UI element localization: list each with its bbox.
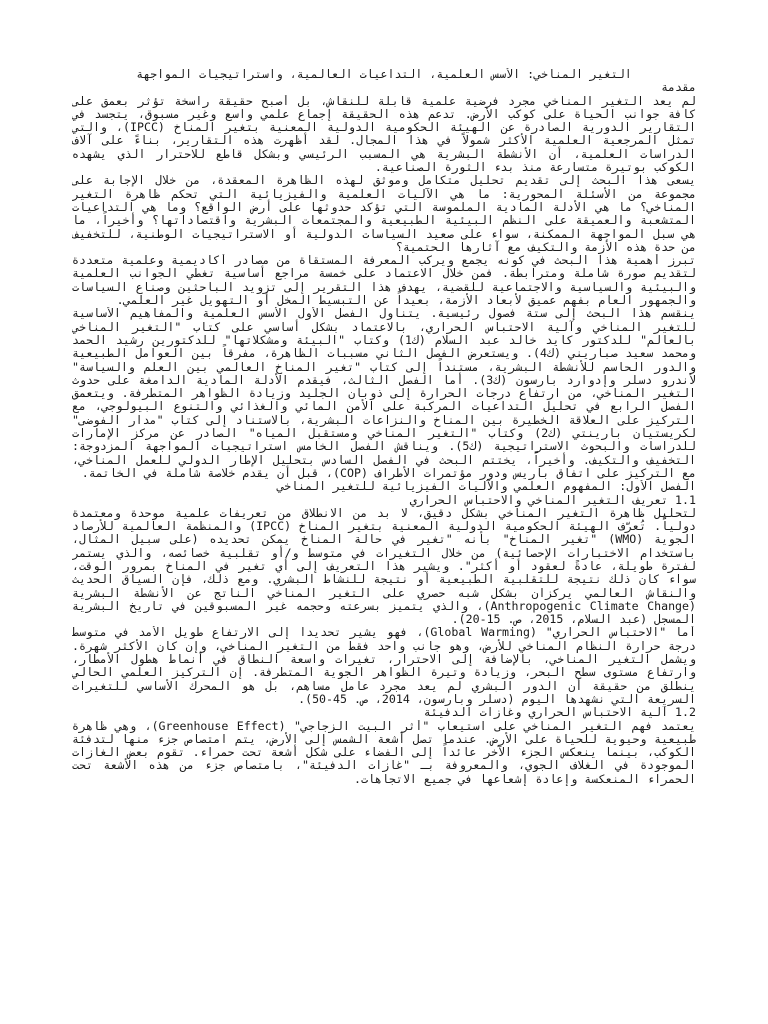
chapter-1-heading: الفصل الأول: المفهوم العلمي والآليات الفيزيائية للتغير المناخي [277, 480, 696, 494]
section-1-1-heading: 1.1 تعريف التغير المناخي والاحتباس الحراري [409, 493, 696, 507]
section-1-1-paragraph-2: أما "الاحتباس الحراري" (Global Warming)، فهو يشير تحديداً إلى الارتفاع طويل الأمد في متوسط درجة حرارة النظام المناخي للأرض، وهو جانب واحد فقط من التغير المناخي، وإن كان الأكثر شهرة. ويشمل التغير المناخي، بالإضافة إلى الاحترار، تغيرات واسعة النطاق في أنماط هطول الأمطار، وارتفاع مستوى سطح البحر، وزيادة وتيرة الظواهر الجوية المتطرفة. إن التركيز العلمي الحالي ينطلق من حقيقة أن الدور البشري لم يعد مجرد عامل مساهم، بل هو المحرك الأساسي للتغيرات السريعة التي نشهدها اليوم (دسلر وبارسون، 2014، ص. 45-50). [72, 626, 696, 706]
intro-heading: مقدمة [661, 81, 696, 95]
intro-paragraph-2: يسعى هذا البحث إلى تقديم تحليل متكامل وموثق لهذه الظاهرة المعقدة، من خلال الإجابة على مجموعة من الأسئلة المحورية: ما هي الآليات العلمية والفيزيائية التي تحكم ظاهرة التغير المناخي؟ ما هي الأدلة المادية الملموسة التي تؤكد حدوثها على أرض الواقع؟ وما هي التداعيات المتشعبة والعميقة على النظم البيئية الطبيعية والمجتمعات البشرية واقتصاداتها؟ وأخيراً، ما هي سبل المواجهة الممكنة، سواء على صعيد السياسات الدولية أو الاستراتيجيات الوطنية، للتخفيف من حدة هذه الأزمة والتكيف مع آثارها الحتمية؟ [72, 174, 696, 254]
intro-paragraph-1: لم يعد التغير المناخي مجرد فرضية علمية قابلة للنقاش، بل أصبح حقيقة راسخة تؤثر بعمق على كافة جوانب الحياة على كوكب الأرض. تدعم هذه الحقيقة إجماع علمي واسع وغير مسبوق، يتجسد في التقارير الدورية الصادرة عن الهيئة الحكومية الدولية المعنية بتغير المناخ (IPCC)، والتي تمثل المرجعية العلمية الأكثر شمولاً في هذا المجال. لقد أظهرت هذه التقارير، بناءً على آلاف الدراسات العلمية، أن الأنشطة البشرية هي المسبب الرئيسي وبشكل قاطع للاحترار الذي يشهده الكوكب بوتيرة متسارعة منذ بدء الثورة الصناعية. [72, 94, 696, 175]
intro-paragraph-4: ينقسم هذا البحث إلى ستة فصول رئيسية. يتناول الفصل الأول الأسس العلمية والمفاهيم الأساسية للتغير المناخي وآلية الاحتباس الحراري، بالاعتماد بشكل أساسي على كتاب "التغير المناخي بالعالم" للدكتور كايد خالد عبد السلام (ك1) وكتاب "البيئة ومشكلاتها" للدكتورين رشيد الحمد ومحمد سعيد صباريني (ك4). ويستعرض الفصل الثاني مسببات الظاهرة، مفرقاً بين العوامل الطبيعية والدور الحاسم للأنشطة البشرية، مستنداً إلى كتاب "تغير المناخ العالمي بين العلم والسياسة" لأندرو دسلر وإدوارد بارسون (ك3). أما الفصل الثالث، فيقدم الأدلة المادية الدامغة على حدوث التغير المناخي، من ارتفاع درجات الحرارة إلى ذوبان الجليد وزيادة الظواهر المتطرفة. ويتعمق الفصل الرابع في تحليل التداعيات المركبة على الأمن المائي والغذائي والتنوع البيولوجي، مع التركيز على العلاقة الخطيرة بين المناخ والنزاعات البشرية، بالاستناد إلى كتاب "مدار الفوضى" لكريستيان بارينتي (ك2) وكتاب "التغير المناخي ومستقبل المياه" الصادر عن مركز الإمارات للدراسات والبحوث الاستراتيجية (ك5). ويناقش الفصل الخامس استراتيجيات المواجهة المزدوجة: التخفيف والتكيف. وأخيراً، يختتم البحث في الفصل السادس بتحليل الإطار الدولي للعمل المناخي، مع التركيز على اتفاق باريس ودور مؤتمرات الأطراف (COP)، قبل أن يقدم خلاصة شاملة في الخاتمة. [72, 307, 696, 480]
section-1-1-paragraph-1: لتحليل ظاهرة التغير المناخي بشكل دقيق، لا بد من الانطلاق من تعريفات علمية موحدة ومعتمدة دولياً. تُعرّف الهيئة الحكومية الدولية المعنية بتغير المناخ (IPCC) والمنظمة العالمية للأرصاد الجوية (WMO) "تغير المناخ" بأنه "تغير في حالة المناخ يمكن تحديده (على سبيل المثال، باستخدام الاختبارات الإحصائية) من خلال التغيرات في متوسط و/أو تقلبية خصائصه، والذي يستمر لفترة طويلة، عادةً لعقود أو أكثر". ويشير هذا التعريف إلى أي تغير في المناخ بمرور الوقت، سواء كان ذلك نتيجة للتقلبية الطبيعية أو نتيجة للنشاط البشري. ومع ذلك، فإن السياق الحديث والنقاش العالمي يركزان بشكل شبه حصري على التغير المناخي الناتج عن الأنشطة البشرية (Anthropogenic Climate Change)، والذي يتميز بسرعته وحجمه غير المسبوقين في تاريخ البشرية المسجل (عبد السلام، 2015، ص. 15-20). [72, 506, 696, 627]
document-title: التغير المناخي: الأسس العلمية، التداعيات العالمية، واستراتيجيات المواجهة [136, 68, 632, 81]
section-1-2-heading: 1.2 آلية الاحتباس الحراري وغازات الدفيئة [423, 706, 696, 720]
section-1-2-paragraph-1: يعتمد فهم التغير المناخي على استيعاب "أثر البيت الزجاجي" (Greenhouse Effect)، وهي ظاهرة طبيعية وحيوية للحياة على الأرض. عندما تصل أشعة الشمس إلى الأرض، يتم امتصاص جزء منها لتدفئة الكوكب، بينما ينعكس الجزء الآخر عائداً إلى الفضاء على شكل أشعة تحت حمراء. تقوم بعض الغازات الموجودة في الغلاف الجوي، والمعروفة بـ "غازات الدفيئة"، بامتصاص جزء من هذه الأشعة تحت الحمراء المنعكسة وإعادة إشعاعها في جميع الاتجاهات. [72, 719, 696, 786]
intro-paragraph-3: تبرز أهمية هذا البحث في كونه يجمع ويركب المعرفة المستقاة من مصادر أكاديمية وعلمية متعددة لتقديم صورة شاملة ومترابطة. فمن خلال الاعتماد على خمسة مراجع أساسية تغطي الجوانب العلمية والبيئية والسياسية والاجتماعية للقضية، يهدف هذا التقرير إلى تزويد الباحثين وصناع السياسات والجمهور العام بفهم عميق لأبعاد الأزمة، بعيداً عن التبسيط المخل أو التهويل غير العلمي. [72, 254, 696, 308]
